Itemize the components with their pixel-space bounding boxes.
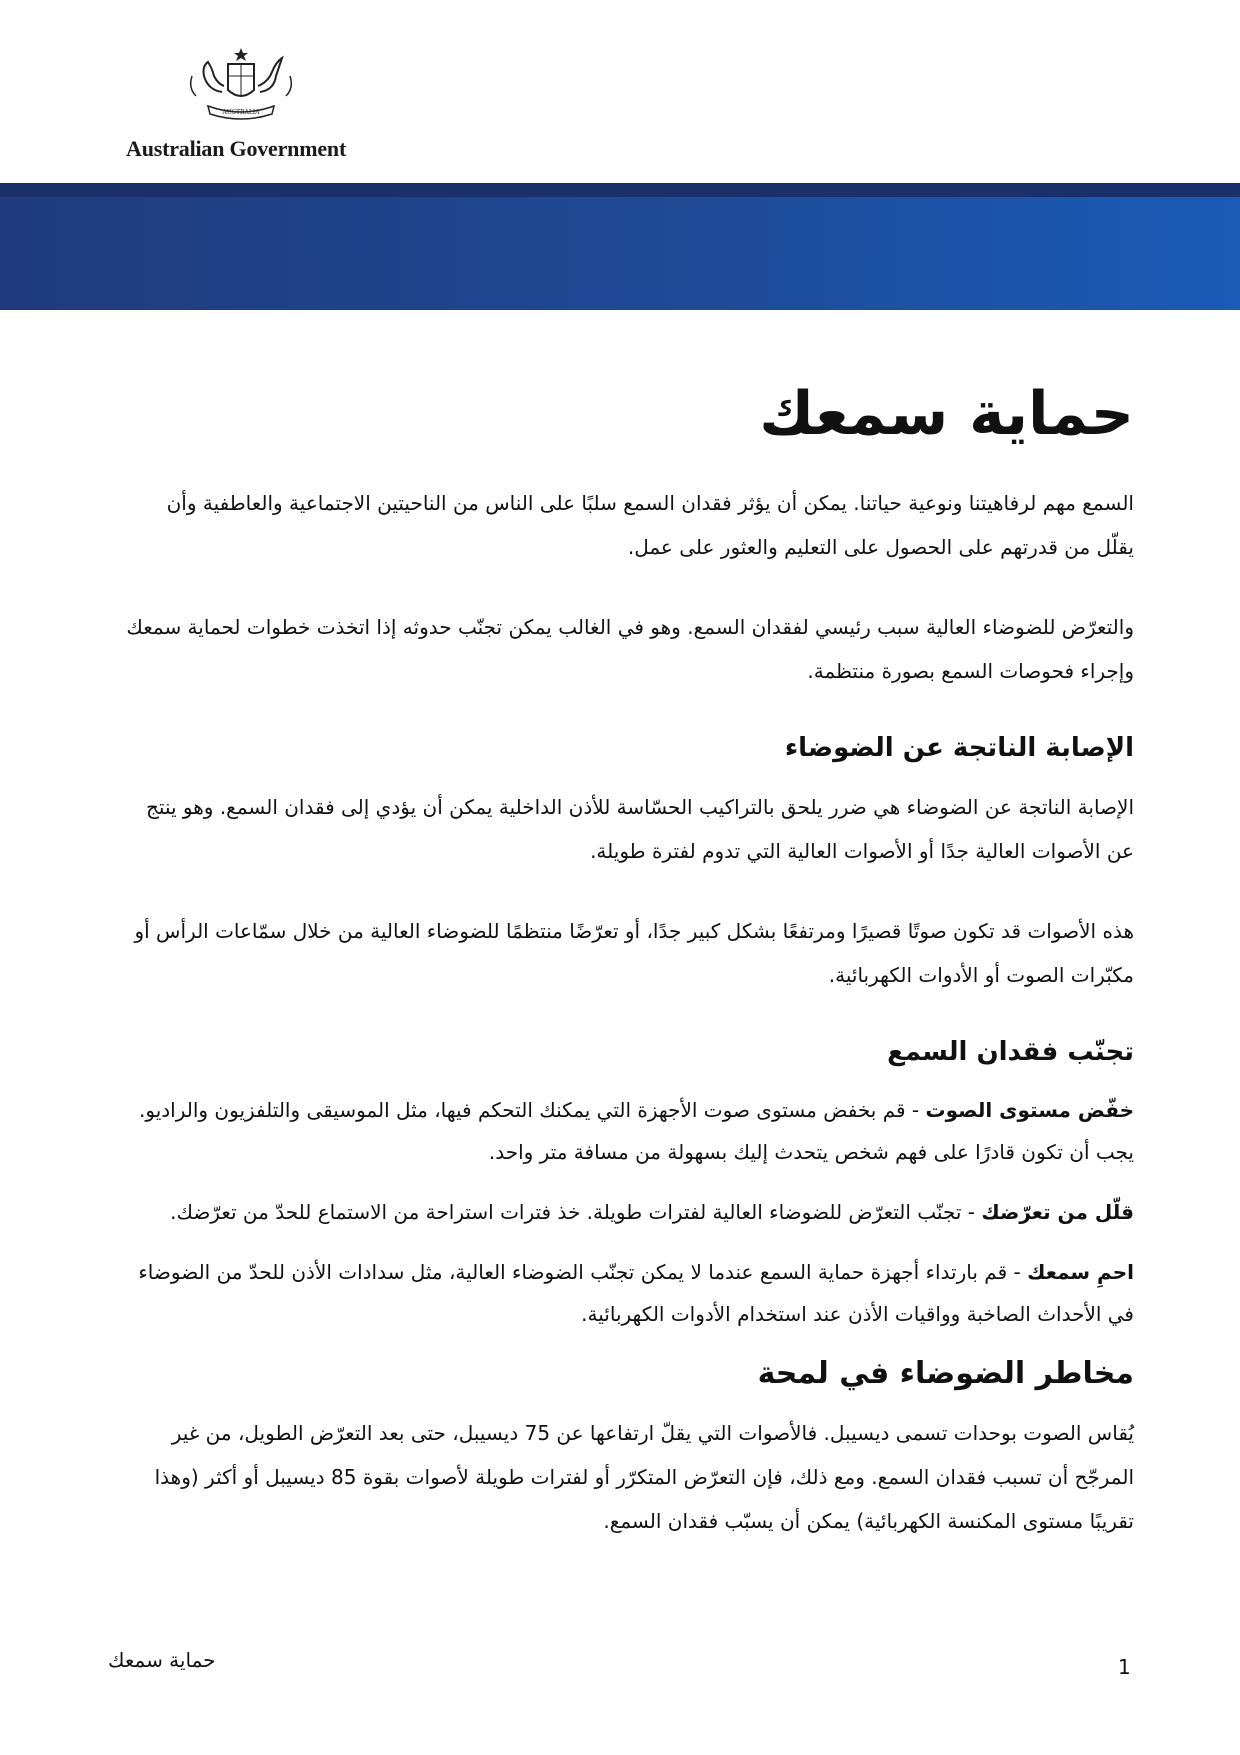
intro-paragraph: والتعرّض للضوضاء العالية سبب رئيسي لفقدان السمع. وهو في الغالب يمكن تجنّب حدوثه إذا اتخذت خطوات لحماية سمعك وإجراء فحوصات السمع بصورة منتظمة. bbox=[126, 615, 1134, 683]
banner-stripe bbox=[0, 183, 1240, 197]
tip-item-reduce-exposure bbox=[124, 1191, 1134, 1233]
footer-running-title: حماية سمعك bbox=[108, 1648, 216, 1672]
coat-of-arms-emblem bbox=[178, 46, 304, 128]
page-number: 1 bbox=[1118, 1655, 1131, 1679]
tip-item-protect-hearing bbox=[124, 1251, 1134, 1335]
tip-lead: احمِ سمعك bbox=[1027, 1260, 1134, 1284]
section-heading-noise-injury: الإصابة الناتجة عن الضوضاء bbox=[784, 733, 1134, 763]
government-name: Australian Government bbox=[126, 136, 347, 161]
tip-text: - قم بخفض مستوى صوت الأجهزة التي يمكنك التحكم فيها، مثل الموسيقى والتلفزيون والراديو. يجب أن تكون قادرًا على فهم شخص يتحدث إليك بسهولة من مسافة متر واحد. bbox=[139, 1098, 1134, 1164]
intro-paragraph: السمع مهم لرفاهيتنا ونوعية حياتنا. يمكن أن يؤثر فقدان السمع سلبًا على الناس من الناحيتين الاجتماعية والعاطفية وأن يقلّل من قدرتهم على الحصول على التعليم والعثور على عمل. bbox=[166, 491, 1134, 559]
crest-scroll-text: AUSTRALIA bbox=[222, 109, 260, 116]
page-title: حماية سمعك bbox=[759, 379, 1134, 449]
section-heading-noise-risks: مخاطر الضوضاء في لمحة bbox=[757, 1356, 1134, 1391]
tip-item-turn-down-volume bbox=[124, 1089, 1134, 1173]
tip-lead: خفّض مستوى الصوت bbox=[925, 1098, 1134, 1122]
header-banner bbox=[0, 183, 1240, 310]
tip-text: - قم بارتداء أجهزة حماية السمع عندما لا يمكن تجنّب الضوضاء العالية، مثل سدادات الأذن للحدّ من الضوضاء في الأحداث الصاخبة وواقيات الأذن عند استخدام الأدوات الكهربائية. bbox=[138, 1260, 1134, 1326]
tip-lead: قلّل من تعرّضك bbox=[981, 1200, 1134, 1224]
body-paragraph: يُقاس الصوت بوحدات تسمى ديسيبل. فالأصوات التي يقلّ ارتفاعها عن 75 ديسيبل، حتى بعد التعرّض الطويل، من غير المرجّح أن تسبب فقدان السمع. ومع ذلك، فإن التعرّض المتكرّر أو لفترات طويلة لأصوات بقوة 85 ديسيبل أو أكثر (وهذا تقريبًا مستوى المكنسة الكهربائية) يمكن أن يسبّب فقدان السمع. bbox=[154, 1421, 1134, 1533]
body-paragraph: هذه الأصوات قد تكون صوتًا قصيرًا ومرتفعًا بشكل كبير جدًا، أو تعرّضًا منتظمًا للضوضاء العالية من خلال سمّاعات الرأس أو مكبّرات الصوت أو الأدوات الكهربائية. bbox=[134, 919, 1134, 987]
tip-text: - تجنّب التعرّض للضوضاء العالية لفترات طويلة. خذ فترات استراحة من الاستماع للحدّ من تعرّضك. bbox=[170, 1200, 982, 1224]
document-body bbox=[124, 360, 1134, 1579]
body-paragraph: الإصابة الناتجة عن الضوضاء هي ضرر يلحق بالتراكيب الحسّاسة للأذن الداخلية يمكن أن يؤدي إلى فقدان السمع. وهو ينتج عن الأصوات العالية جدًا أو الأصوات العالية التي تدوم لفترة طويلة. bbox=[146, 795, 1134, 863]
section-heading-avoid-hearing-loss: تجنّب فقدان السمع bbox=[887, 1037, 1134, 1067]
